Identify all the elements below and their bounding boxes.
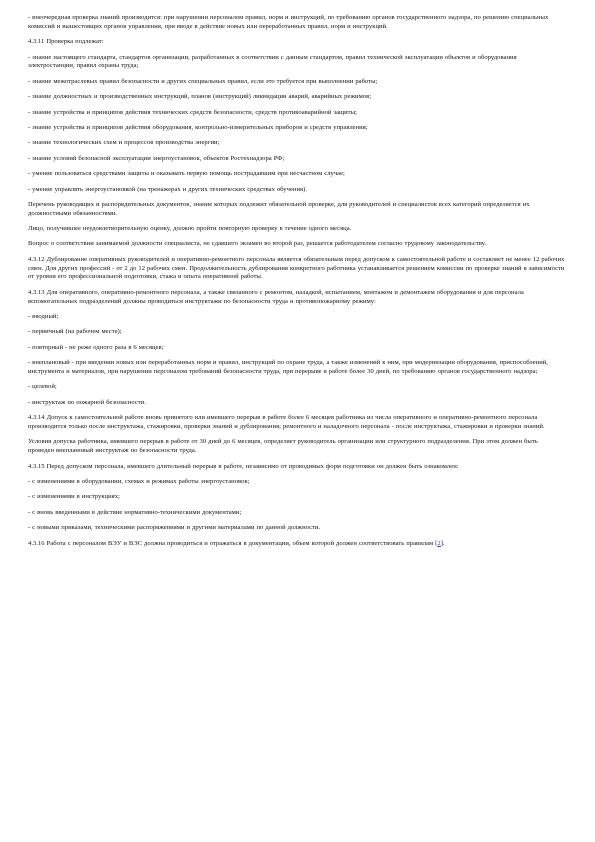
paragraph-text: 4.3.16 Работа с персоналом ВЭУ и ВЭС должна проводиться и отражаться в документации, объем которой должен соответствовать правилам xyxy=(28,539,434,547)
paragraph: - с вновь введенными в действие нормативно-техническими документами; xyxy=(28,508,242,516)
paragraph: 4.3.15 Перед допуском персонала, имевшего длительный перерыв в работе, независимо от проводимых форм подготовки он должен быть ознакомлен: xyxy=(28,462,459,470)
paragraph: - вводный; xyxy=(28,313,59,321)
paragraph: 4.3.14 Допуск к самостоятельной работе вновь принятого или имевшего перерыв в работе более 6 месяцев работника из числа оперативного и оперативно-ремонтного персонала производится только после инструктажа, стажировки, проверки знаний и дублирования; ремонтного и наладочного персонала - после инструктажа, стажировки и проверки знаний. xyxy=(28,414,545,430)
paragraph: - умение управлять энергоустановкой (на тренажерах и других технических средствах обучения). xyxy=(28,185,307,193)
paragraph: - целевой; xyxy=(28,383,57,391)
reference-link-2[interactable]: 2 xyxy=(437,539,441,547)
paragraph-4-3-16 xyxy=(28,540,565,549)
paragraph: Перечень руководящих и распорядительных документов, знание которых подлежит обязательной проверке, для руководителей и специалистов всех категорий определяется их должностными обязанностями. xyxy=(28,200,530,217)
document-body xyxy=(28,14,565,533)
paragraph: 4.3.11 Проверка подлежат: xyxy=(28,38,104,46)
reference-bracket-open: [ xyxy=(433,539,438,547)
paragraph: - с изменениями в инструкциях; xyxy=(28,493,120,501)
paragraph: - знание технологических схем и процессов производства энергии; xyxy=(28,139,220,147)
paragraph: 4.3.12 Дублирование оперативных руководителей и оперативно-ремонтного персонала является обязательным перед допуском к самостоятельной работе и составляет не менее 12 рабочих смен. Для других профессий - от 2 до 12 рабочих смен. Продолжительность дублирования конкретного работника устанавливается решением комиссии по проверке знаний в зависимости от уровня его профессиональной подготовки, стажа и опыта оперативной работы. xyxy=(28,255,565,281)
paragraph: - знание условий безопасной эксплуатации энергоустановок, объектов Ростехнадзора РФ; xyxy=(28,154,285,162)
paragraph: - с изменениями в оборудовании, схемах и режимах работы энергоустановок; xyxy=(28,477,250,485)
paragraph: 4.3.13 Для оперативного, оперативно-ремонтного персонала, а также связанного с ремонтом, наладкой, испытанием, монтажом и демонтажем оборудования и для персонала вспомогательных подразделений должны проводиться инструктажи по безопасности труда и противопожарному режиму: xyxy=(28,288,524,305)
paragraph: - знание устройства и принципов действия оборудования, контрольно-измерительных приборов и средств управления; xyxy=(28,123,368,131)
paragraph: Вопрос о соответствии занимаемой должности специалиста, не сдавшего экзамен во второй раз, решается работодателем согласно трудовому законодательству. xyxy=(28,240,486,248)
paragraph: Условия допуска работника, имевшего перерыв в работе от 30 дней до 6 месяцев, определяет руководитель организации или структурного подразделения. При этом должен быть проведен внеплановый инструктаж по безопасности труда. xyxy=(28,438,538,455)
paragraph: - с новыми приказами, техническими распоряжениями и другими материалами по данной должности. xyxy=(28,524,321,532)
paragraph: - знание устройства и принципов действия технических средств безопасности, средств противоаварийной защиты; xyxy=(28,108,357,116)
paragraph: - повторный - не реже одного раза в 6 месяцев; xyxy=(28,343,164,351)
reference-bracket-close: ]. xyxy=(440,539,445,547)
paragraph: - первичный (на рабочем месте); xyxy=(28,328,122,336)
paragraph: - внеочередная проверка знаний производится: при нарушении персоналом правил, норм и инструкций, по требованию органов государственного надзора, по решению специальных комиссий и вышестоящих органов управления, при вводе в действие новых или переработанных правил, норм и инструкций. xyxy=(28,14,549,30)
paragraph: - внеплановый - при введении новых или переработанных норм и правил, инструкций по охране труда, а также изменений к ним, при модернизации оборудования, приспособлений, инструмента и материалов, при нарушении персоналом требований безопасности труда, при перерыве в работе более 30 дней, по требованию органов государственного надзора; xyxy=(28,359,548,375)
paragraph: - знание межотраслевых правил безопасности и других специальных правил, если это требуется при выполнении работы; xyxy=(28,77,378,85)
paragraph: - знание настоящего стандарта, стандартов организации, разработанных в соответствии с данным стандартом, правил технической эксплуатации объектов и оборудования электростанции, правил охраны труда; xyxy=(28,53,517,70)
paragraph: - инструктаж по пожарной безопасности. xyxy=(28,398,146,406)
paragraph: - знание должностных и производственных инструкций, планов (инструкций) ликвидации аварий, аварийных режимов; xyxy=(28,93,372,101)
paragraph: Лицо, получившее неудовлетворительную оценку, должно пройти повторную проверку в течение одного месяца. xyxy=(28,225,352,233)
paragraph: - умение пользоваться средствами защиты и оказывать первую помощь пострадавшим при несчастном случае; xyxy=(28,170,345,178)
